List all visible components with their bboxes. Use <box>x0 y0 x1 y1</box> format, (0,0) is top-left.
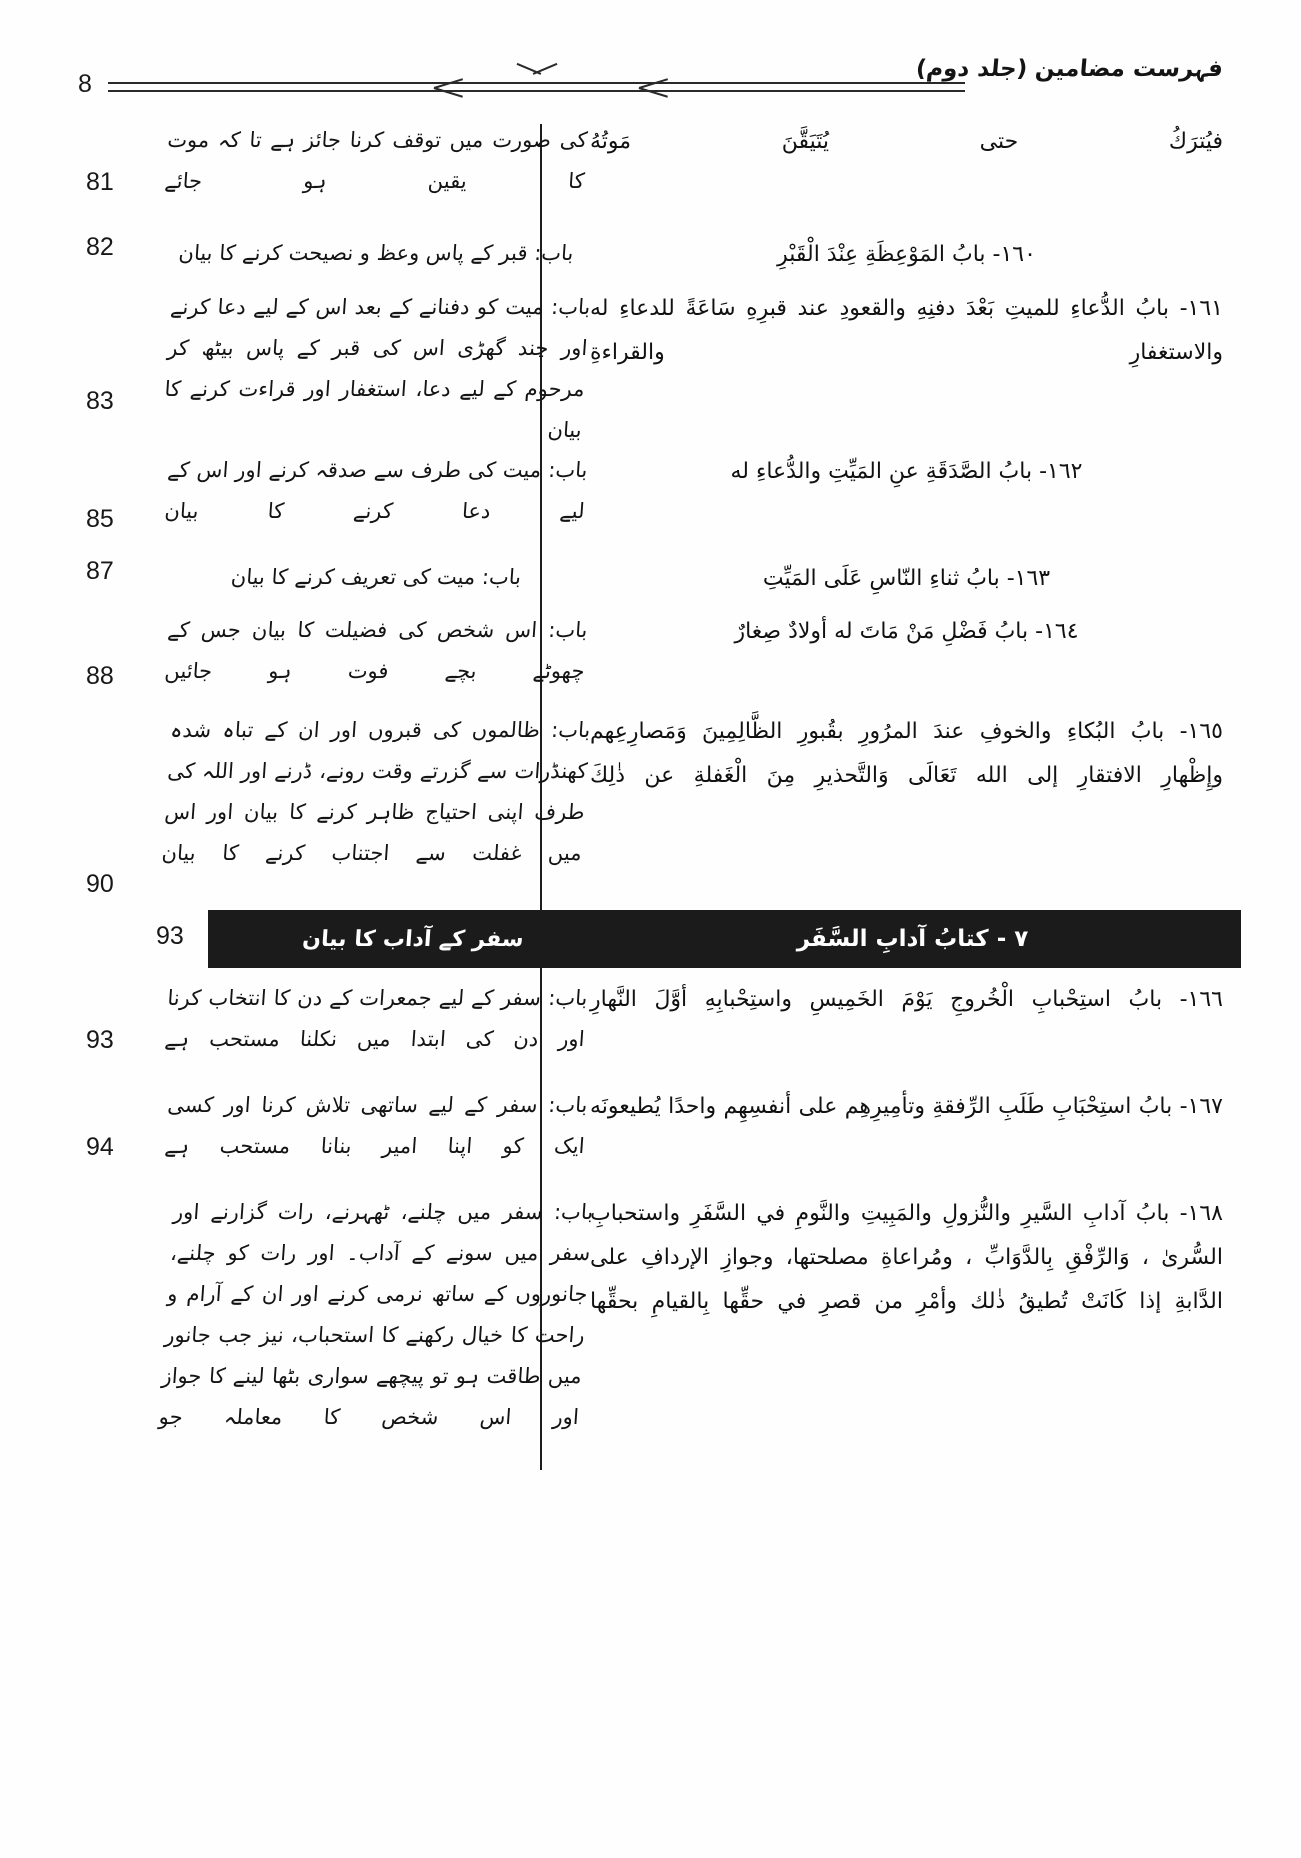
row-arabic-title: ١٦٣- بابُ ثناءِ النّاسِ عَلَى المَيِّتِ <box>762 566 1051 591</box>
table-row[interactable] <box>78 610 1241 692</box>
header-rule-line-bottom <box>108 90 965 92</box>
row-arabic-title: ١٦٧- بابُ استِحْبَابِ طَلَبِ الرِّفقةِ وتأمِيرِهِم على أنفسِهِم واحدًا يُطيعونَه <box>590 1094 1223 1119</box>
folio-number: 8 <box>78 70 92 98</box>
row-arabic-title: ١٦٠- بابُ المَوْعِظَةِ عِنْدَ الْقَبْرِ <box>777 242 1036 267</box>
row-page-number: 85 <box>86 505 114 533</box>
row-urdu-title: باب: میت کو دفنانے کے بعد اس کے لیے دعا کرنے اور چند گھڑی اس کی قبر کے پاس بیٹھ کر مرحوم کے لیے دعا، استغفار اور قراءت کرنے کا بیان <box>163 295 592 442</box>
row-urdu-title: باب: سفر کے لیے ساتھی تلاش کرنا اور کسی ایک کو اپنا امیر بنانا مستحب ہے <box>163 1093 589 1158</box>
row-page-number: 93 <box>86 1026 114 1054</box>
table-row[interactable] <box>78 557 1241 601</box>
table-row[interactable] <box>78 978 1241 1060</box>
row-arabic-title: ١٦٢- بابُ الصَّدَقَةِ عنِ المَيِّتِ والدُّعاءِ له <box>730 459 1083 484</box>
row-page-number: 83 <box>86 387 114 415</box>
page-header <box>78 56 1225 108</box>
header-rule <box>108 80 965 98</box>
row-page-number: 87 <box>86 557 114 585</box>
row-arabic-title: ١٦١- بابُ الدُّعاءِ للميتِ بَعْدَ دفنِهِ والقعودِ عند قبرِهِ سَاعَةً للدعاءِ له والاستغفارِ والقراءةِ <box>590 296 1223 365</box>
section-band-kitab-adab-al-safar[interactable] <box>156 910 1241 968</box>
table-row[interactable] <box>78 1192 1241 1438</box>
header-ornament-caret <box>515 73 559 85</box>
table-row[interactable] <box>78 1085 1241 1167</box>
row-urdu-title: باب: ظالموں کی قبروں اور ان کے تباہ شدہ کھنڈرات سے گزرتے وقت رونے، ڈرنے اور اللہ کی طرف اپنی احتیاج ظاہر کرنے کا بیان اور اس میں غفلت سے اجتناب کرنے کا بیان <box>160 718 592 865</box>
table-row[interactable] <box>78 120 1241 202</box>
row-arabic-title: فيُترَكُ حتى يُتَيَقَّنَ مَوتُهُ <box>590 129 1223 154</box>
row-page-number: 88 <box>86 662 114 690</box>
row-arabic-title: ١٦٤- بابُ فَضْلِ مَنْ مَاتَ له أولادٌ صِغارٌ <box>734 619 1079 644</box>
header-ornament-cross-left <box>434 80 460 96</box>
row-arabic-title: ١٦٨- بابُ آدابِ السَّيرِ والنُّزولِ والمَبِيتِ والنَّومِ في السَّفَرِ واستحبابِ السُّرىٰ ، وَالرِّفْقِ بِالدَّوَابِّ ، ومُراعاةِ مصلحتها، وجوازِ الإردافِ على الدَّابةِ إذا كَانَتْ تُطيقُ ذٰلك وأمْرِ من قصرِ في حقِّها بِالقيامِ بحقِّها <box>590 1201 1223 1314</box>
row-page-number: 82 <box>86 233 114 261</box>
row-arabic-title: ١٦٥- بابُ البُكاءِ والخوفِ عندَ المرُورِ بقُبورِ الظَّالِمِينَ وَمَصارِعِهم وإِظْهارِ الافتقارِ إلى الله تَعَالَى وَالتَّحذيرِ مِنَ الْغَفلةِ عن ذٰلِكَ <box>590 719 1223 788</box>
row-urdu-title: باب: میت کی طرف سے صدقہ کرنے اور اس کے لیے دعا کرنے کا بیان <box>163 458 589 523</box>
row-page-number: 81 <box>86 168 114 196</box>
row-arabic-title: ١٦٦- بابُ استِحْبابِ الْخُروجِ يَوْمَ الخَمِيسِ واستِحْبابِهِ أوَّلَ النَّهارِ <box>590 987 1223 1012</box>
row-urdu-title: باب: اس شخص کی فضیلت کا بیان جس کے چھوٹے بچے فوت ہو جائیں <box>163 618 589 683</box>
header-title: فہرست مضامین (جلد دوم) <box>914 56 1225 82</box>
row-urdu-title: باب: سفر کے لیے جمعرات کے دن کا انتخاب کرنا اور دن کی ابتدا میں نکلنا مستحب ہے <box>163 986 589 1051</box>
table-row[interactable] <box>78 450 1241 534</box>
table-row[interactable] <box>78 287 1241 451</box>
header-ornament-cross-right <box>639 80 665 96</box>
row-page-number: 90 <box>86 870 114 898</box>
row-urdu-title: باب: میت کی تعریف کرنے کا بیان <box>230 565 522 589</box>
table-row[interactable] <box>78 710 1241 899</box>
row-page-number: 94 <box>86 1133 114 1161</box>
row-urdu-title: باب: سفر میں چلنے، ٹھہرنے، رات گزارنے اور سفر میں سونے کے آداب۔ اور رات کو چلنے، جانوروں کے ساتھ نرمی کرنے اور ان کے آرام و راحت کا خیال رکھنے کا استحباب، نیز جب جانور میں طاقت ہو تو پیچھے سواری بٹھا لینے کا جواز اور اس شخص کا معاملہ جو <box>158 1200 595 1429</box>
section-band-arabic-title: ٧ - كتابُ آدابِ السَّفَر <box>796 926 1029 952</box>
row-urdu-title: کی صورت میں توقف کرنا جائز ہے تا کہ موت کا یقین ہو جائے <box>163 128 589 193</box>
table-row[interactable] <box>78 233 1241 277</box>
row-urdu-title: باب: قبر کے پاس وعظ و نصیحت کرنے کا بیان <box>177 241 575 265</box>
section-band-urdu-title: سفر کے آداب کا بیان <box>301 926 525 952</box>
section-band-page-number: 93 <box>156 922 184 950</box>
